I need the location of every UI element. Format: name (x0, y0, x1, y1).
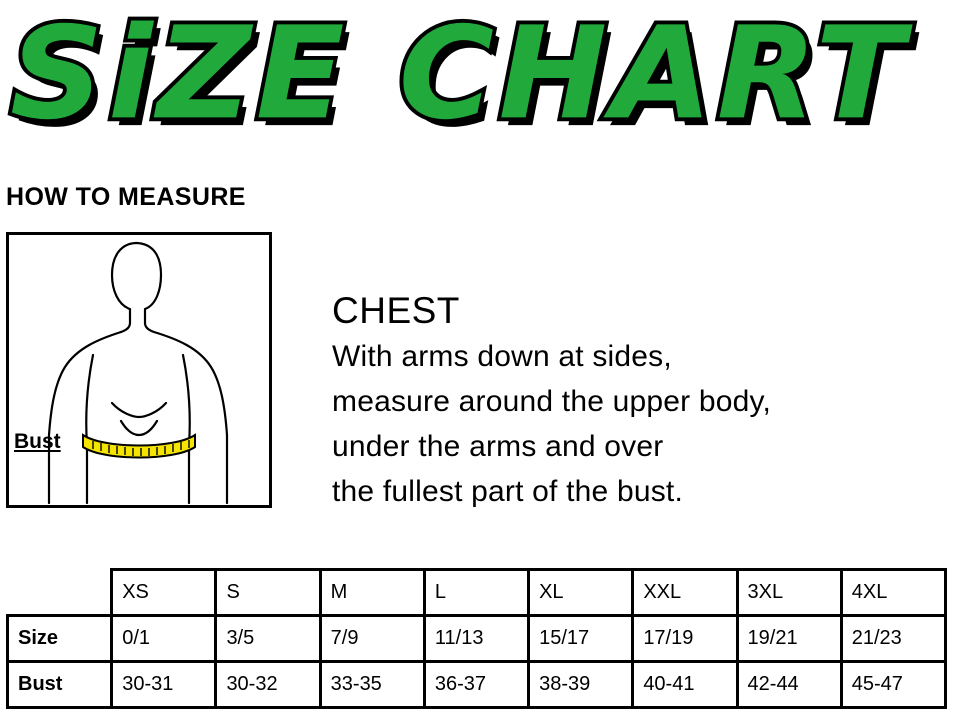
cell-size-m: 7/9 (320, 616, 424, 662)
chest-description-line-1: With arms down at sides, (332, 340, 672, 373)
cell-size-4xl: 21/23 (841, 616, 945, 662)
tape-measure-icon (83, 435, 195, 458)
table-row (8, 616, 946, 662)
cell-bust-s: 30-32 (216, 662, 320, 708)
bust-measurement-label: Bust (14, 430, 61, 453)
chest-description-line-3: under the arms and over (332, 430, 664, 463)
cell-size-3xl: 19/21 (737, 616, 841, 662)
page-title-banner (0, 0, 953, 150)
column-header-3xl: 3XL (737, 570, 841, 616)
row-header-bust: Bust (8, 662, 112, 708)
row-header-size: Size (8, 616, 112, 662)
chest-description-line-2: measure around the upper body, (332, 385, 772, 418)
column-header-4xl: 4XL (841, 570, 945, 616)
cell-bust-xxl: 40-41 (633, 662, 737, 708)
cell-size-xs: 0/1 (112, 616, 216, 662)
female-torso-illustration (9, 235, 269, 505)
chest-heading: CHEST (332, 290, 460, 331)
cell-bust-4xl: 45-47 (841, 662, 945, 708)
cell-size-l: 11/13 (424, 616, 528, 662)
table-header-row (8, 570, 946, 616)
cell-size-xxl: 17/19 (633, 616, 737, 662)
column-header-xl: XL (529, 570, 633, 616)
column-header-xs: XS (112, 570, 216, 616)
column-header-s: S (216, 570, 320, 616)
cell-size-s: 3/5 (216, 616, 320, 662)
table-row (8, 662, 946, 708)
chest-description-line-4: the fullest part of the bust. (332, 475, 684, 508)
column-header-xxl: XXL (633, 570, 737, 616)
cell-bust-xl: 38-39 (529, 662, 633, 708)
page-title: SiZE CHART (10, 0, 909, 149)
column-header-m: M (320, 570, 424, 616)
cell-bust-3xl: 42-44 (737, 662, 841, 708)
measurement-illustration-box (6, 232, 272, 508)
chest-instructions (332, 288, 932, 514)
table-corner-cell (8, 570, 112, 616)
cell-bust-xs: 30-31 (112, 662, 216, 708)
size-chart-table (6, 568, 947, 709)
cell-bust-l: 36-37 (424, 662, 528, 708)
column-header-l: L (424, 570, 528, 616)
how-to-measure-heading: HOW TO MEASURE (6, 183, 246, 211)
cell-size-xl: 15/17 (529, 616, 633, 662)
cell-bust-m: 33-35 (320, 662, 424, 708)
